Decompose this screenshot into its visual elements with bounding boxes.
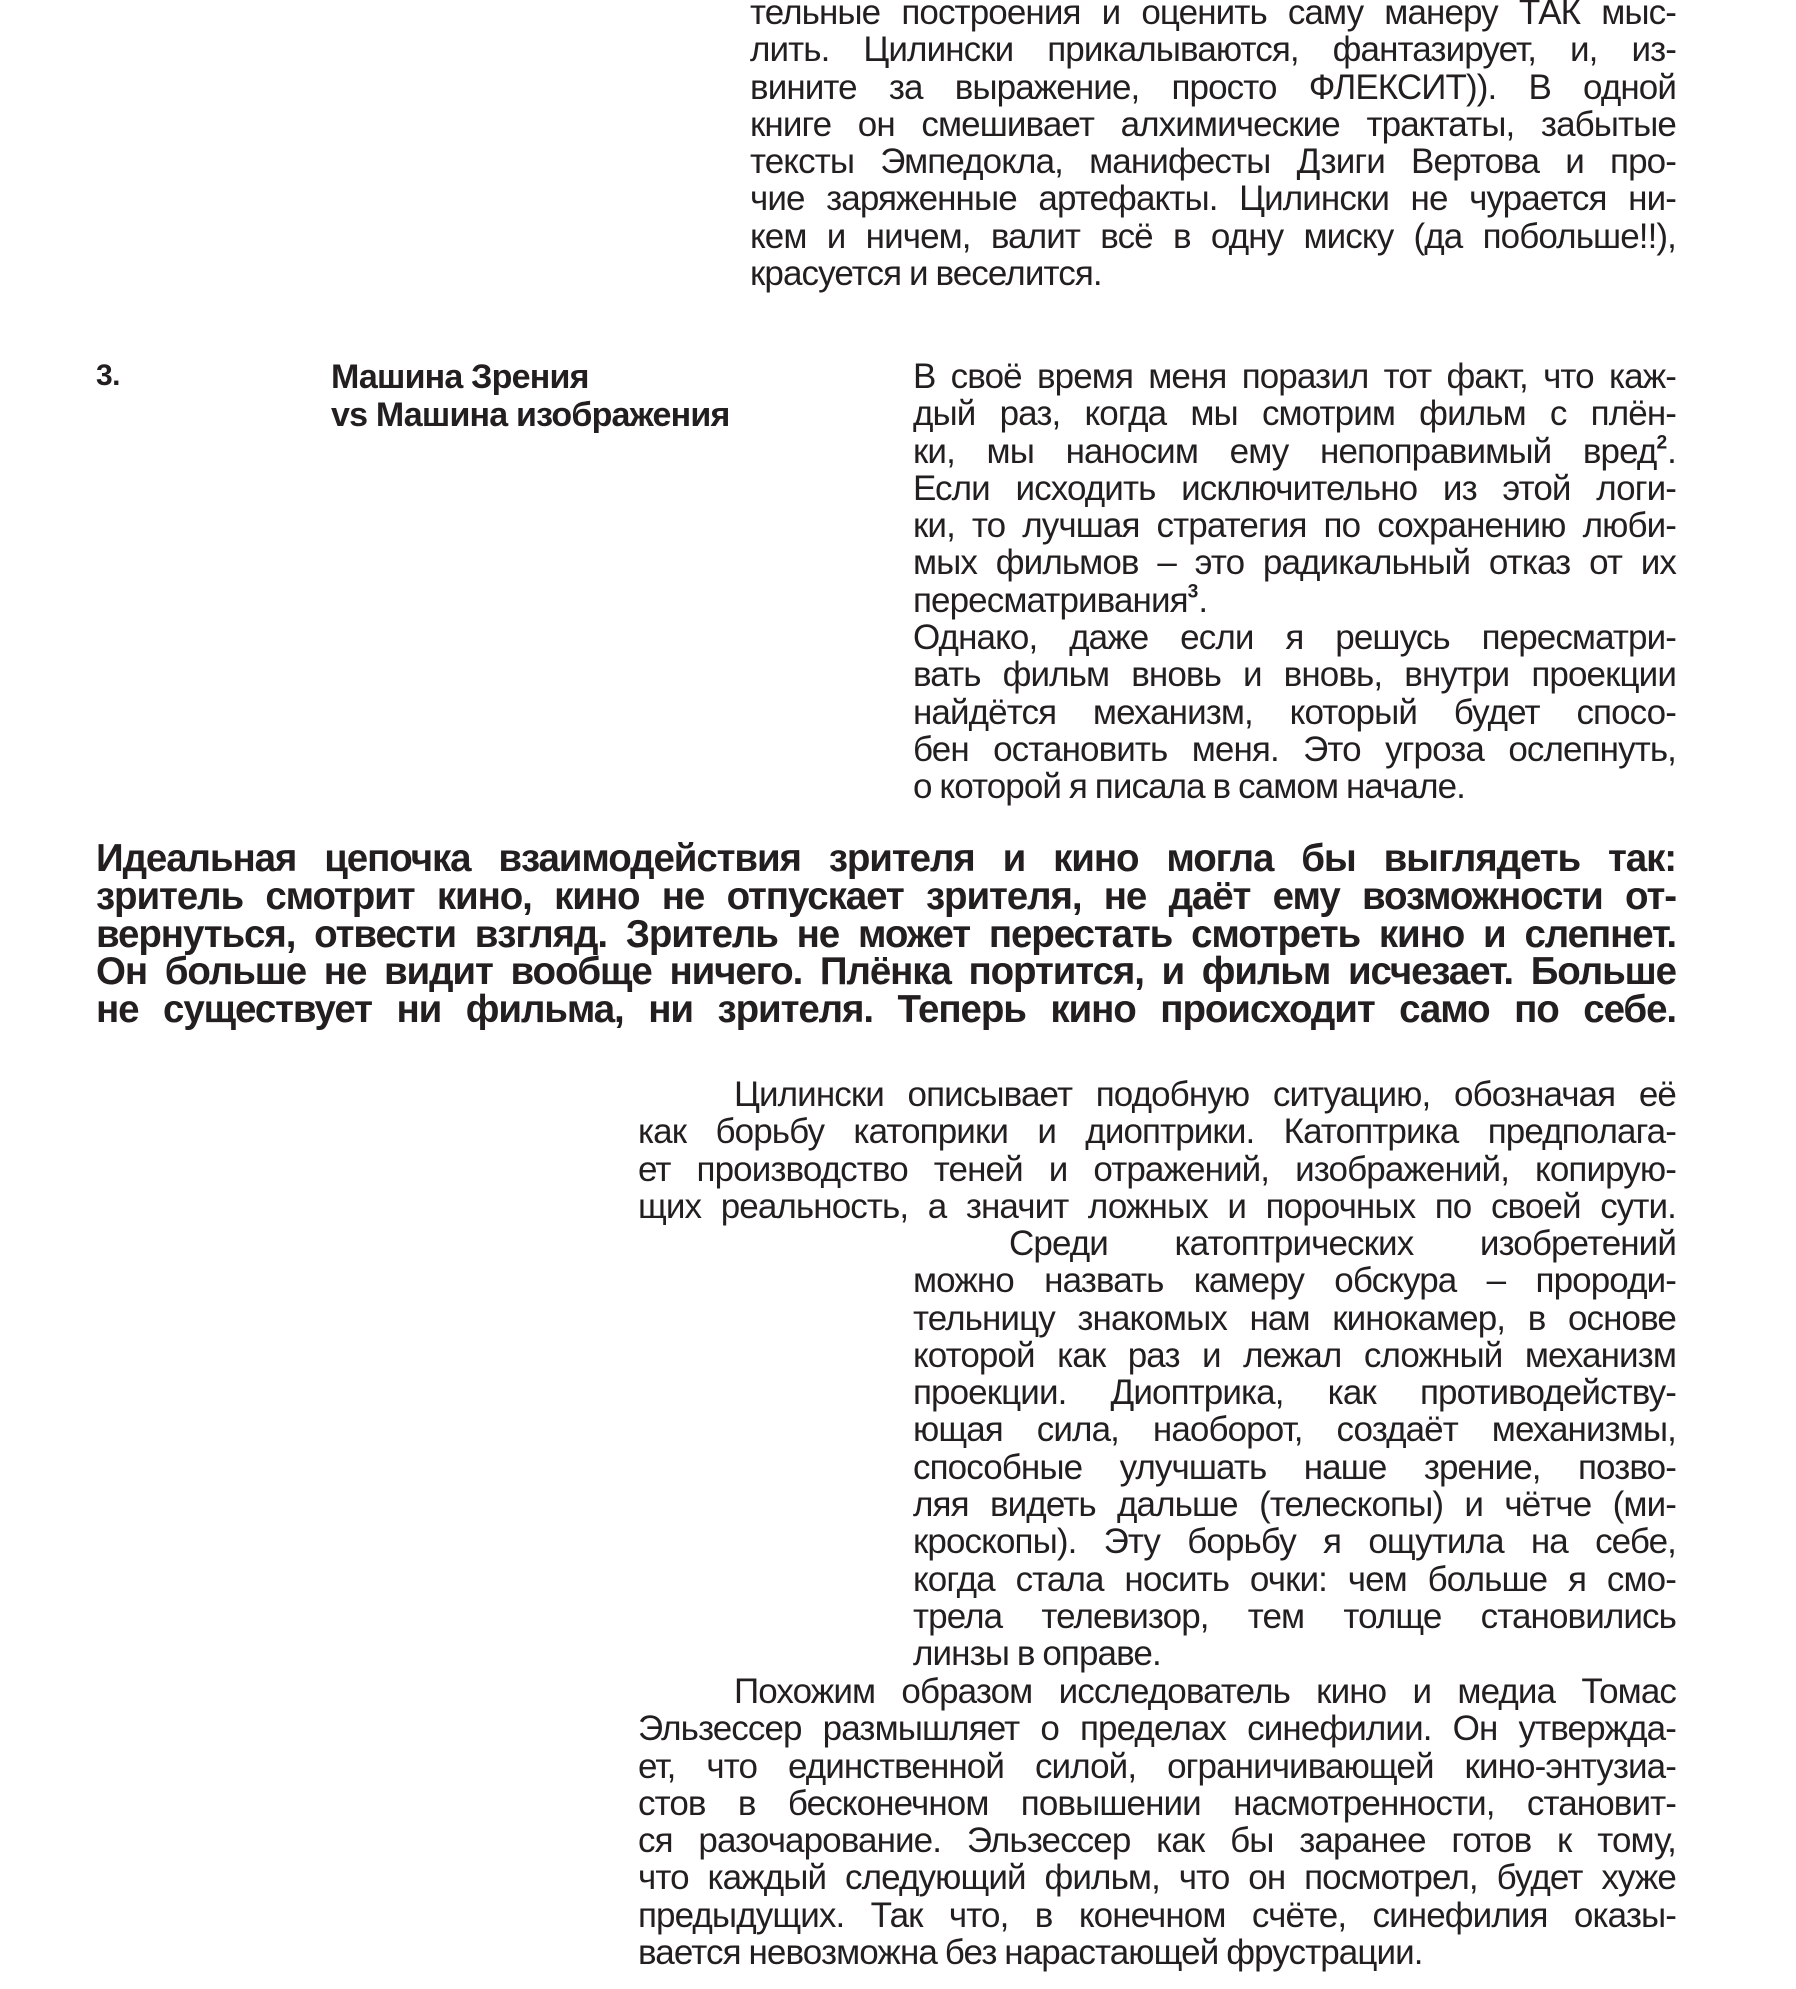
text-line: способные улучшать наше зрение, позво-: [913, 1447, 1676, 1487]
paragraph-sredi: [913, 1225, 1676, 1673]
text-line: что каждый следующий фильм, что он посмотрел, будет хуже: [638, 1858, 1676, 1898]
text-line: бен остановить меня. Это угроза ослепнуть,: [913, 729, 1676, 769]
paragraph-tsilinski: [638, 1076, 1676, 1225]
section-number: 3.: [96, 359, 121, 392]
text-line: мых фильмов – это радикальный отказ от их: [913, 543, 1676, 583]
text-line: кем и ничем, валит всё в одну миску (да побольше!!),: [750, 216, 1676, 256]
text-line: предыдущих. Так что, в конечном счёте, синефилия оказы-: [638, 1895, 1676, 1935]
section-body: [913, 358, 1676, 806]
text-line: линзы в оправе.: [913, 1634, 1161, 1674]
text-fragment: пересматривания: [913, 580, 1188, 620]
text-line: дый раз, когда мы смотрим фильм с плён-: [913, 394, 1676, 434]
text-line: щих реальность, а значит ложных и порочных по своей сути.: [638, 1186, 1676, 1226]
text-line: найдётся механизм, который будет спосо-: [913, 692, 1676, 732]
text-line: лить. Цилински прикалываются, фантазирует, и, из-: [750, 30, 1676, 70]
text-line: стов в бесконечном повышении насмотренности, становит-: [638, 1783, 1676, 1823]
pull-quote-line: вернуться, отвести взгляд. Зритель не может перестать смотреть кино и слепнет.: [96, 912, 1676, 956]
text-line: вать фильм вновь и вновь, внутри проекции: [913, 655, 1676, 695]
text-line: Если исходить исключительно из этой логи-: [913, 468, 1676, 508]
text-line: красуется и веселится.: [750, 254, 1102, 294]
text-line: Похожим образом исследователь кино и медиа Томас: [734, 1672, 1676, 1711]
text-line: ляя видеть дальше (телескопы) и чётче (ми-: [913, 1485, 1676, 1525]
text-line: чие заряженные артефакты. Цилински не чурается ни-: [750, 179, 1676, 219]
text-fragment: .: [1198, 580, 1208, 620]
top-paragraph: [750, 0, 1676, 292]
text-line: проекции. Диоптрика, как противодейству-: [913, 1373, 1676, 1413]
text-line: когда стала носить очки: чем больше я смо-: [913, 1559, 1676, 1599]
text-line: которой как раз и лежал сложный механизм: [913, 1335, 1676, 1375]
text-line: вается невозможна без нарастающей фрустрации.: [638, 1933, 1423, 1973]
text-line-with-footnote: [913, 433, 1676, 470]
pull-quote-line: Идеальная цепочка взаимодействия зрителя и кино могла бы выглядеть так:: [96, 837, 1676, 880]
text-line: Среди катоптрических изобретений: [1009, 1224, 1676, 1263]
text-line: трела телевизор, тем толще становились: [913, 1596, 1676, 1636]
paragraph-pokhozhim: [638, 1673, 1676, 1971]
text-line: о которой я писала в самом начале.: [913, 767, 1465, 807]
text-line: ся разочарование. Эльзессер как бы заранее готов к тому,: [638, 1821, 1676, 1861]
text-line: ет, что единственной силой, ограничивающей кино-энтузиа-: [638, 1746, 1676, 1786]
text-line: кроскопы). Эту борьбу я ощутила на себе,: [913, 1522, 1676, 1562]
text-line: ки, то лучшая стратегия по сохранению люби-: [913, 506, 1676, 546]
pull-quote: [96, 837, 1676, 1032]
text-line-with-footnote: [913, 582, 1676, 619]
text-line: тексты Эмпедокла, манифесты Дзиги Вертова и про-: [750, 142, 1676, 182]
text-line: ет производство теней и отражений, изображений, копирую-: [638, 1149, 1676, 1189]
section-heading-line-1: Машина Зрения: [331, 358, 589, 396]
text-line: ющая сила, наоборот, создаёт механизмы,: [913, 1410, 1676, 1450]
text-line: В своё время меня поразил тот факт, что каж-: [913, 357, 1676, 396]
text-line: вините за выражение, просто ФЛЕКСИТ)). В одной: [750, 67, 1676, 107]
text-line: тельницу знакомых нам кинокамер, в основе: [913, 1298, 1676, 1338]
section-heading-line-2: vs Машина изображения: [331, 396, 730, 434]
text-line: Цилински описывает подобную ситуацию, обозначая её: [734, 1075, 1676, 1114]
text-line: можно назвать камеру обскура – пророди-: [913, 1261, 1676, 1301]
footnote-ref-3[interactable]: 3: [1187, 581, 1199, 603]
text-line: Однако, даже если я решусь пересматри-: [913, 618, 1676, 658]
text-line: Эльзессер размышляет о пределах синефилии. Он утвержда-: [638, 1709, 1676, 1749]
pull-quote-line: Он больше не видит вообще ничего. Плёнка портится, и фильм исчезает. Больше: [96, 950, 1676, 994]
text-fragment: .: [1667, 431, 1676, 471]
text-line: как борьбу катоприки и диоптрики. Катоптрика предполага-: [638, 1112, 1676, 1152]
pull-quote-line: зритель смотрит кино, кино не отпускает зрителя, не даёт ему возможности от-: [96, 874, 1676, 918]
pull-quote-line: не существует ни фильма, ни зрителя. Теперь кино происходит само по себе.: [96, 988, 1676, 1032]
section-heading: [331, 358, 730, 434]
text-fragment: ки, мы наносим ему непоправимый вред: [913, 431, 1657, 471]
footnote-ref-2[interactable]: 2: [1656, 432, 1668, 454]
text-line: тельные построения и оценить саму манеру ТАК мыс-: [750, 0, 1676, 32]
text-line: книге он смешивает алхимические трактаты, забытые: [750, 104, 1676, 144]
